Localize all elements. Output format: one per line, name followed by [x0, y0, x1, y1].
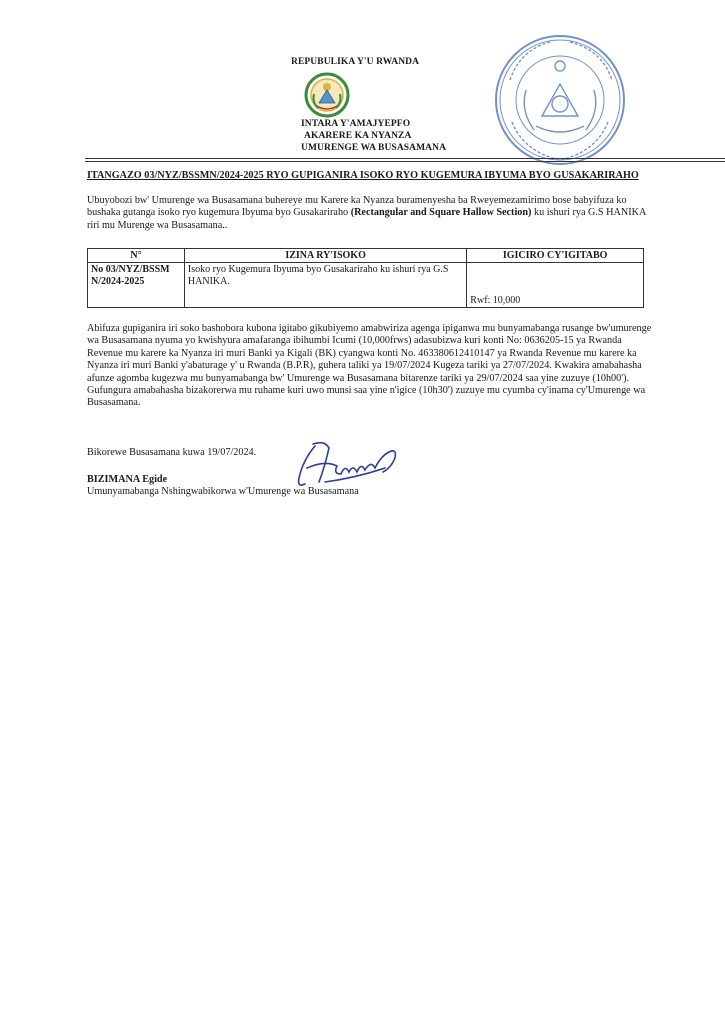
tender-table	[87, 248, 644, 308]
place-date: Bikorewe Busasamana kuwa 19/07/2024.	[87, 447, 257, 458]
province-heading: INTARA Y'AMAJYEPFO	[301, 119, 411, 129]
intro-text-end: ku ishuri rya G.S HANIKA riri mu Murenge wa Busasamana..	[87, 207, 646, 231]
column-header-number: N°	[88, 249, 185, 263]
coat-of-arms-icon	[304, 72, 350, 118]
official-stamp	[490, 30, 630, 170]
header-divider-thin	[85, 161, 725, 162]
signatory-title: Umunyamabanga Nshingwabikorwa w'Umurenge wa Busasamana	[87, 486, 359, 497]
intro-bold-item: (Rectangular and Square Hallow Section)	[350, 207, 532, 219]
tender-name-cell: Isoko ryo Kugemura Ibyuma byo Gusakariraho ku ishuri rya G.S HANIKA.	[184, 263, 466, 308]
table-row	[88, 263, 644, 308]
header-divider	[85, 158, 725, 159]
notice-title: ITANGAZO 03/NYZ/BSSMN/2024-2025 RYO GUPIGANIRA ISOKO RYO KUGEMURA IBYUMA BYO GUSAKARIRAHO	[87, 170, 639, 181]
sector-heading: UMURENGE WA BUSASAMANA	[301, 143, 447, 153]
district-heading: AKARERE KA NYANZA	[304, 131, 412, 141]
column-header-name: IZINA RY'ISOKO	[184, 249, 466, 263]
intro-text: Ubuyobozi bw' Umurenge wa Busasamana buhereye mu Karere ka Nyanza buramenyesha ba Rweyemezamirimo bose babyifuza ko bushaka gutanga isoko ryo kugemura Ibyuma byo Gusakariraho	[87, 195, 627, 219]
republic-heading: REPUBULIKA Y'U RWANDA	[291, 57, 420, 67]
tender-number-cell: No 03/NYZ/BSSM N/2024-2025	[88, 263, 185, 308]
signatory-name-text: BIZIMANA Egide	[87, 474, 168, 485]
signatory-name	[87, 474, 655, 486]
body-paragraph: Abifuza gupiganira iri soko bashobora kubona igitabo gikubiyemo amabwiriza agenga ipiganwa mu bunyamabanga rusange bw'umurenge wa Busasamana nyuma yo kwishyura amafaranga ibihumbi Icumi (10,000frws) adasubizwa kuri konti No: 0636205-15 ya Rwanda Revenue mu karere ka Nyanza iri muri Banki ya Kigali (BK) cyangwa konti No. 463380612410147 ya Rwanda Revenue mu karere ka Nyanza iri muri Banki y'abaturage y' u Rwanda (B.P.R), guhera taliki ya 19/07/2024 Kugeza tariki ya 27/07/2024. Kwakira amabahasha afunze agomba kugezwa mu bunyamabanga bw' Umurenge wa Busasamana bitarenze tariki ya 29/07/2024 saa yine zuzuye (10h00'). Gufungura amabahasha bizakorerwa mu ruhame kuri uwo munsi saa yine n'igice (10h30') zuzuye mu cyumba cy'inama cy'Umurenge wa Busasamana.	[87, 323, 652, 409]
column-header-price: IGICIRO CY'IGITABO	[467, 249, 644, 263]
tender-price-cell: Rwf: 10,000	[467, 263, 644, 308]
intro-paragraph	[87, 195, 655, 232]
table-header-row	[88, 249, 644, 263]
